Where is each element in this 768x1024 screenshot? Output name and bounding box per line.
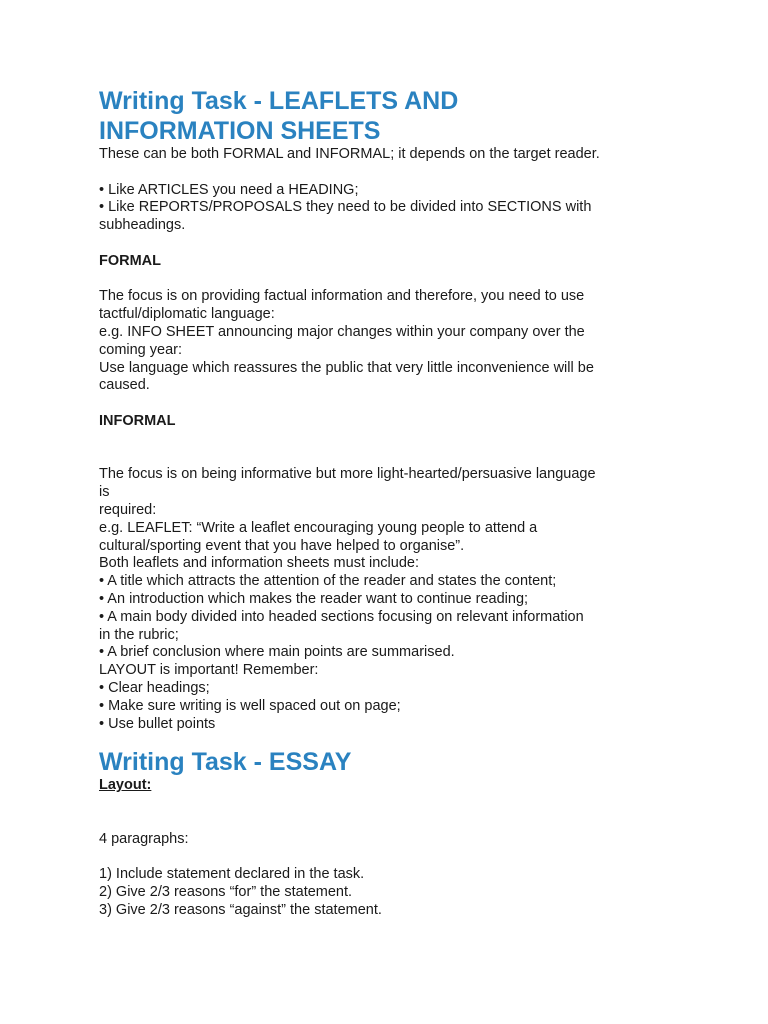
informal-line: The focus is on being informative but more light-hearted/persuasive language bbox=[99, 466, 596, 483]
formal-line: coming year: bbox=[99, 341, 183, 358]
informal-line: Both leaflets and information sheets must include: bbox=[99, 555, 419, 572]
informal-line: • Clear headings; bbox=[99, 679, 210, 696]
informal-line: cultural/sporting event that you have helped to organise”. bbox=[99, 537, 465, 554]
essay-item: 1) Include statement declared in the task. bbox=[99, 866, 365, 883]
informal-line: • Make sure writing is well spaced out on page; bbox=[99, 697, 401, 714]
paragraphs-label: 4 paragraphs: bbox=[99, 830, 189, 847]
bullet-heading: • Like ARTICLES you need a HEADING; bbox=[99, 181, 359, 198]
informal-line: • A main body divided into headed sections focusing on relevant information bbox=[99, 608, 584, 625]
formal-line: Use language which reassures the public that very little inconvenience will be bbox=[99, 359, 594, 376]
informal-line: is bbox=[99, 484, 110, 501]
essay-title: Writing Task - ESSAY bbox=[99, 748, 352, 777]
formal-line: The focus is on providing factual information and therefore, you need to use bbox=[99, 288, 585, 305]
essay-item: 3) Give 2/3 reasons “against” the statement. bbox=[99, 901, 382, 918]
formal-line: caused. bbox=[99, 377, 150, 394]
bullet-sections-1: • Like REPORTS/PROPOSALS they need to be divided into SECTIONS with bbox=[99, 199, 592, 216]
formal-line: e.g. INFO SHEET announcing major changes within your company over the bbox=[99, 323, 585, 340]
informal-line: • A brief conclusion where main points are summarised. bbox=[99, 644, 455, 661]
informal-line: e.g. LEAFLET: “Write a leaflet encouraging young people to attend a bbox=[99, 519, 538, 536]
leaflets-title-line2: INFORMATION SHEETS bbox=[99, 117, 381, 145]
formal-heading: FORMAL bbox=[99, 252, 162, 269]
essay-item: 2) Give 2/3 reasons “for” the statement. bbox=[99, 884, 353, 901]
informal-line: LAYOUT is important! Remember: bbox=[99, 662, 319, 679]
layout-heading: Layout: bbox=[99, 777, 152, 794]
informal-line: in the rubric; bbox=[99, 626, 179, 643]
informal-line: • An introduction which makes the reader want to continue reading; bbox=[99, 590, 529, 607]
bullet-sections-2: subheadings. bbox=[99, 217, 186, 234]
informal-heading: INFORMAL bbox=[99, 412, 176, 429]
intro-text: These can be both FORMAL and INFORMAL; it depends on the target reader. bbox=[99, 146, 600, 162]
informal-line: required: bbox=[99, 501, 157, 518]
leaflets-title-line1: Writing Task - LEAFLETS AND bbox=[99, 87, 459, 115]
informal-line: • A title which attracts the attention of the reader and states the content; bbox=[99, 573, 557, 590]
formal-line: tactful/diplomatic language: bbox=[99, 306, 275, 323]
informal-line: • Use bullet points bbox=[99, 715, 216, 732]
leaflets-title bbox=[99, 86, 668, 146]
